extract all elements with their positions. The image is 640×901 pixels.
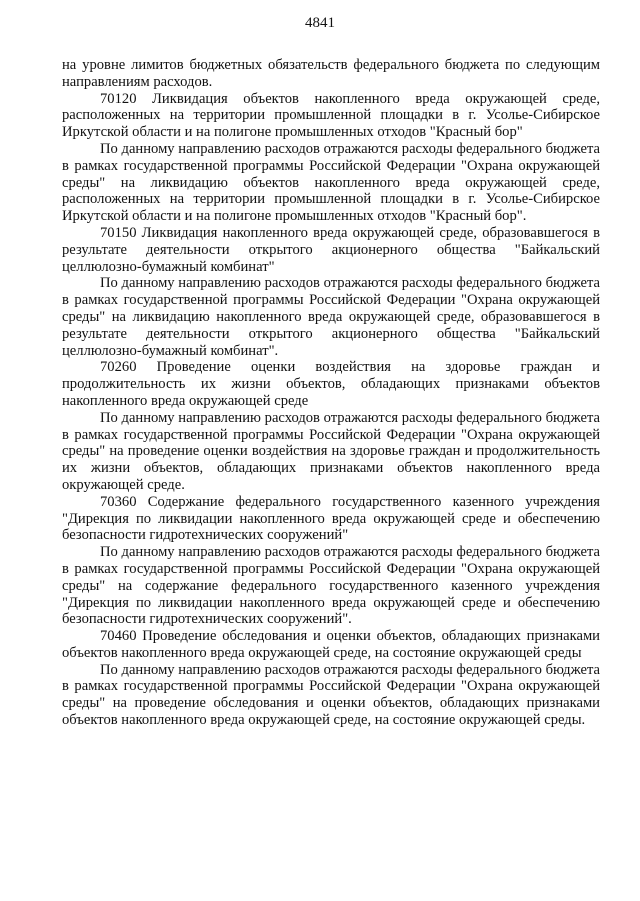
paragraph-text: По данному направлению расходов отражаются расходы федерального бюджета в рамках государственной программы Российской Федерации "Охрана окружающей среды" на содержание федерального государственного казенного учреждения "Дирекция по ликвидации накопленного вреда окружающей среде и обеспечению безопасности гидротехнических сооружений".	[62, 544, 600, 628]
paragraph-heading-70150: 70150 Ликвидация накопленного вреда окружающей среде, образовавшегося в результате деятельности открытого акционерного общества "Байкальский целлюлозно-бумажный комбинат"	[62, 224, 600, 275]
paragraph-text: По данному направлению расходов отражаются расходы федерального бюджета в рамках государственной программы Российской Федерации "Охрана окружающей среды" на проведение обследования и оценки объектов, обладающих признаками объектов накопленного вреда окружающей среде, на состояние окружающей среды.	[62, 661, 600, 729]
document-body	[62, 57, 600, 729]
page-number: 4841	[305, 15, 335, 31]
paragraph-heading-70260: 70260 Проведение оценки воздействия на здоровье граждан и продолжительность их жизни объектов, обладающих признаками объектов накопленного вреда окружающей среде	[62, 359, 600, 409]
paragraph-continuation: на уровне лимитов бюджетных обязательств федерального бюджета по следующим направлениям расходов.	[62, 57, 600, 90]
paragraph-text: По данному направлению расходов отражаются расходы федерального бюджета в рамках государственной программы Российской Федерации "Охрана окружающей среды" на ликвидацию объектов накопленного вреда окружающей среде, расположенных на территории промышленной площадки в г. Усолье-Сибирское Иркутской области и на полигоне промышленных отходов "Красный бор".	[62, 140, 600, 225]
paragraph-text: По данному направлению расходов отражаются расходы федерального бюджета в рамках государственной программы Российской Федерации "Охрана окружающей среды" на ликвидацию накопленного вреда окружающей среде, образовавшегося в результате деятельности открытого акционерного общества "Байкальский целлюлозно-бумажный комбинат".	[62, 275, 600, 359]
paragraph-heading-70120: 70120 Ликвидация объектов накопленного вреда окружающей среде, расположенных на территории промышленной площадки в г. Усолье-Сибирское Иркутской области и на полигоне промышленных отходов "Красный бор"	[62, 90, 600, 141]
paragraph-text: По данному направлению расходов отражаются расходы федерального бюджета в рамках государственной программы Российской Федерации "Охрана окружающей среды" на проведение оценки воздействия на здоровье граждан и продолжительность их жизни объектов, обладающих признаками объектов накопленного вреда окружающей среде.	[62, 409, 600, 493]
paragraph-heading-70460: 70460 Проведение обследования и оценки объектов, обладающих признаками объектов накопленного вреда окружающей среде, на состояние окружающей среды	[62, 628, 600, 661]
paragraph-heading-70360: 70360 Содержание федерального государственного казенного учреждения "Дирекция по ликвидации накопленного вреда окружающей среде и обеспечению безопасности гидротехнических сооружений"	[62, 493, 600, 544]
